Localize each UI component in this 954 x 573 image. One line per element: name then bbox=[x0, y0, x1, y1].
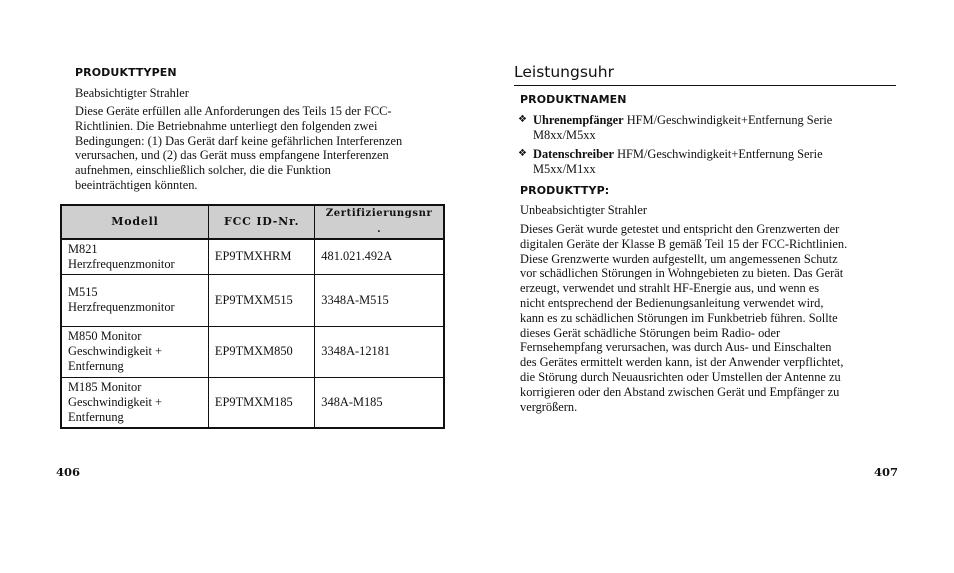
paragraph-line: vor schädlichen Störungen in Wohngebieten zu bieten. Das Gerät bbox=[520, 266, 844, 281]
paragraph-line: beeinträchtigen könnten. bbox=[75, 177, 198, 192]
cell-fcc-id: EP9TMXM185 bbox=[208, 377, 314, 428]
header-fcc-id: FCC ID-Nr. bbox=[208, 205, 314, 239]
cell-zert: 348A-M185 bbox=[315, 377, 444, 428]
paragraph-line: korrigieren oder den Abstand zwischen Gerät und Empfänger zu bbox=[520, 384, 840, 399]
strahler-subheading: Beabsichtigter Strahler bbox=[75, 86, 189, 100]
section-title: Leistungsuhr bbox=[514, 63, 614, 81]
model-line: M850 Monitor bbox=[68, 329, 142, 344]
paragraph-line: digitalen Geräte der Klasse B gemäß Teil 15 der FCC-Richtlinien. bbox=[520, 236, 848, 251]
page-number-left: 406 bbox=[56, 465, 81, 479]
paragraph-line: Bedingungen: (1) Das Gerät darf keine gefährlichen Interferenzen bbox=[75, 133, 403, 148]
title-divider bbox=[514, 85, 896, 86]
produkttyp-heading: PRODUKTTYP: bbox=[520, 184, 610, 197]
cell-model bbox=[61, 377, 208, 428]
paragraph-line: Richtlinien. Die Betriebnahme unterliegt den folgenden zwei bbox=[75, 118, 378, 133]
bullet-rest: HFM/Geschwindigkeit+Entfernung Serie bbox=[613, 147, 823, 161]
bullet-line2: M5xx/M1xx bbox=[533, 161, 596, 176]
header-zert-line1: Zertifizierungsnr bbox=[325, 208, 433, 219]
cell-zert: 481.021.492A bbox=[315, 239, 444, 274]
table-row bbox=[61, 377, 444, 428]
header-zertifizierungsnr bbox=[315, 205, 444, 239]
model-line: Entfernung bbox=[68, 409, 124, 424]
paragraph-line: vergrößern. bbox=[520, 399, 578, 414]
paragraph-line: Dieses Gerät wurde getestet und entspricht den Grenzwerten der bbox=[520, 222, 840, 236]
table-row bbox=[61, 274, 444, 326]
paragraph-line: Fernsehempfang verursachen, was durch Aus- und Einschalten bbox=[520, 340, 832, 355]
cell-zert: 3348A-12181 bbox=[315, 326, 444, 377]
paragraph-line: verursachen, und (2) das Gerät muss empfangene Interferenzen bbox=[75, 148, 389, 163]
cell-model bbox=[61, 274, 208, 326]
paragraph-line: kann es zu schädlichen Störungen im Funkbetrieb führen. Sollte bbox=[520, 310, 838, 325]
model-line: Geschwindigkeit + bbox=[68, 344, 163, 359]
paragraph-line: des Gerätes ermittelt werden kann, ist der Anwender verpflichtet, bbox=[520, 355, 844, 370]
cell-fcc-id: EP9TMXHRM bbox=[208, 239, 314, 274]
produktnamen-heading: PRODUKTNAMEN bbox=[520, 93, 627, 106]
model-line: Geschwindigkeit + bbox=[68, 394, 163, 409]
header-model: Modell bbox=[61, 205, 208, 239]
header-zert-line2: . bbox=[377, 224, 382, 235]
diamond-bullet-icon: ❖ bbox=[518, 114, 527, 125]
model-line: M821 bbox=[68, 241, 98, 256]
paragraph-line: dieses Gerät schädliche Störungen beim Radio- oder bbox=[520, 325, 781, 340]
cell-zert: 3348A-M515 bbox=[315, 274, 444, 326]
bullet-line2: M8xx/M5xx bbox=[533, 127, 596, 142]
fcc-paragraph bbox=[520, 222, 847, 414]
produkttypen-heading: PRODUKTTYPEN bbox=[75, 66, 177, 79]
table-row bbox=[61, 239, 444, 274]
paragraph-line: die Störung durch Neuausrichten oder Umstellen der Antenne zu bbox=[520, 369, 841, 384]
bullet-bold: Datenschreiber bbox=[533, 147, 614, 161]
strahler-subheading: Unbeabsichtigter Strahler bbox=[520, 203, 647, 217]
paragraph-line: nicht entsprechend der Bedienungsanleitung verwendet wird, bbox=[520, 295, 824, 310]
paragraph-line: erzeugt, verwendet und strahlt HF-Energie aus, und wenn es bbox=[520, 281, 820, 296]
cell-fcc-id: EP9TMXM515 bbox=[208, 274, 314, 326]
cell-model bbox=[61, 239, 208, 274]
bullet-text bbox=[533, 113, 832, 142]
model-line: M515 bbox=[68, 285, 98, 300]
table-header-row bbox=[61, 205, 444, 239]
fcc-paragraph bbox=[75, 104, 402, 193]
bullet-bold: Uhrenempfänger bbox=[533, 113, 624, 127]
cell-model bbox=[61, 326, 208, 377]
product-table bbox=[60, 204, 445, 429]
right-page bbox=[477, 0, 954, 573]
model-line: Herzfrequenzmonitor bbox=[68, 256, 175, 271]
model-line: M185 Monitor bbox=[68, 380, 142, 395]
model-line: Entfernung bbox=[68, 358, 124, 373]
paragraph-line: aufnehmen, einschließlich solcher, die die Funktion bbox=[75, 163, 331, 178]
cell-fcc-id: EP9TMXM850 bbox=[208, 326, 314, 377]
bullet-text bbox=[533, 147, 823, 176]
model-line: Herzfrequenzmonitor bbox=[68, 300, 175, 314]
diamond-bullet-icon: ❖ bbox=[518, 148, 527, 159]
bullet-rest: HFM/Geschwindigkeit+Entfernung Serie bbox=[623, 113, 833, 127]
paragraph-line: Diese Grenzwerte wurden aufgestellt, um angemessenen Schutz bbox=[520, 251, 838, 266]
page-number-right: 407 bbox=[874, 465, 899, 479]
paragraph-line: Diese Geräte erfüllen alle Anforderungen des Teils 15 der FCC- bbox=[75, 104, 392, 118]
table-row bbox=[61, 326, 444, 377]
